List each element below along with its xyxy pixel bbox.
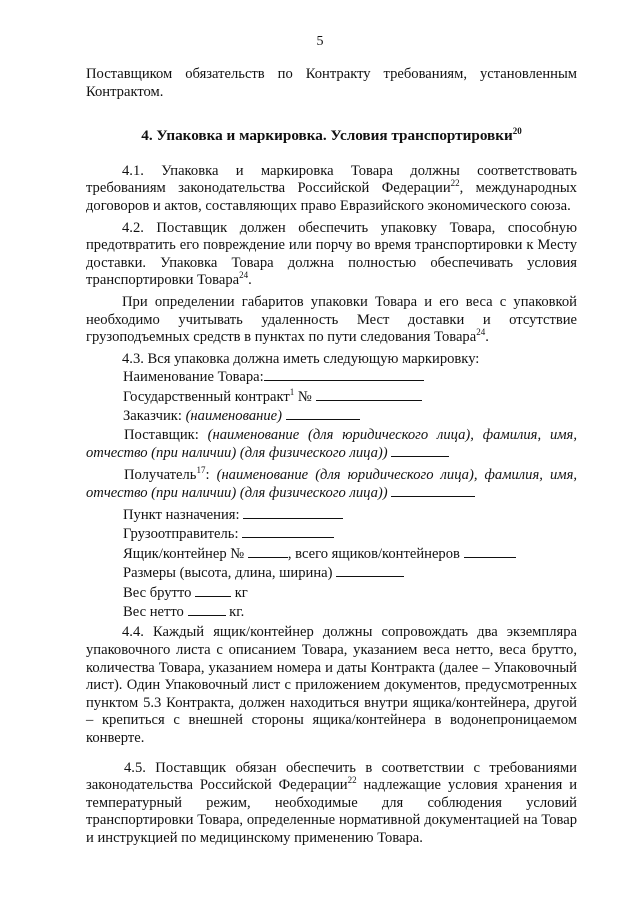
field-label: Вес брутто: [123, 584, 196, 601]
page-number: 5: [316, 34, 324, 49]
blank-line: [391, 484, 475, 497]
footnote-ref: 24: [239, 270, 249, 281]
field-contract: [123, 388, 577, 407]
field-hint: (наименование (для юридического лица), фамилия, имя, отчество (при наличии) (для физического лица)): [86, 426, 577, 462]
field-destination: [123, 506, 577, 525]
blank-line: [243, 506, 343, 519]
section-heading: [86, 127, 577, 145]
blank-line: [316, 388, 422, 401]
field-product-name: [123, 368, 577, 387]
blank-line: [464, 545, 516, 558]
field-hint: (наименование (для юридического лица), фамилия, имя, отчество (при наличии) (для физического лица)): [86, 466, 577, 502]
paragraph-text-tail: .: [248, 272, 252, 289]
field-label: Государственный контракт: [123, 388, 290, 405]
field-label: Размеры (высота, длина, ширина): [123, 565, 337, 582]
field-shipper: [123, 525, 577, 544]
blank-line: [188, 603, 226, 616]
field-recipient: [86, 464, 577, 503]
paragraph-text: 4.1. Упаковка и маркировка Товара должны соответствовать требованиям законодательства Российской Федерации: [86, 162, 577, 197]
field-label: Получатель: [124, 466, 197, 483]
footnote-ref: 24: [476, 327, 486, 338]
field-customer: [123, 407, 577, 426]
blank-line: [195, 584, 231, 597]
field-label: , всего ящиков/контейнеров: [287, 545, 464, 562]
blank-line: [264, 368, 424, 381]
paragraph-text: 4.5. Поставщик обязан обеспечить в соответствии с требованиями законодательства Российской Федерации: [86, 759, 577, 794]
field-label: Поставщик:: [124, 426, 208, 443]
paragraph-4-5: [86, 760, 577, 848]
blank-line: [286, 407, 360, 420]
footnote-ref: 22: [347, 775, 357, 786]
field-label: Заказчик:: [123, 408, 186, 425]
paragraph-4-3: 4.3. Вся упаковка должна иметь следующую маркировку:: [122, 350, 480, 367]
footnote-ref: 17: [196, 464, 206, 475]
paragraph-text-tail: .: [485, 329, 489, 346]
paragraph-4-4: 4.4. Каждый ящик/контейнер должны сопровождать два экземпляра упаковочного листа с описанием Товара, указанием веса нетто, веса брутто, количества Товара, указанием номера и даты Контракта (далее – Упаковочный лист). Один Упаковочный лист с приложением документов, предусмотренных пунктом 5.3 Контракта, должен находиться внутри ящика/контейнера, другой – крепиться с внешней стороны ящика/контейнера в водонепроницаемом конверте.: [86, 624, 577, 746]
field-gross-weight: [123, 584, 577, 603]
field-label: Наименование Товара:: [123, 369, 264, 386]
field-supplier: [86, 427, 577, 463]
field-label-number: №: [294, 388, 312, 405]
field-label: Грузоотправитель:: [123, 526, 243, 543]
field-hint: (наименование): [185, 408, 282, 425]
paragraph-text-tail: надлежащие условия хранения и температурный режим, необходимые для соблюдения условий транспортировки Товара, определенные нормативной документацией на Товар и инструкцией по медицинскому применению Товара.: [86, 777, 578, 846]
section-heading-text: 4. Упаковка и маркировка. Условия транспортировки: [141, 127, 513, 145]
intro-paragraph: Поставщиком обязательств по Контракту требованиям, установленным Контрактом.: [86, 66, 577, 100]
field-unit: кг: [231, 584, 248, 601]
paragraph-4-1: [86, 163, 577, 216]
paragraph-text-tail: , международных договоров и актов, составляющих право Евразийского экономического союза.: [86, 180, 577, 214]
field-dimensions: [123, 564, 577, 583]
blank-line: [336, 564, 404, 577]
blank-line: [391, 444, 449, 457]
document-body: [86, 66, 577, 847]
field-label-colon: :: [205, 466, 217, 483]
paragraph-text: При определении габаритов упаковки Товара и его веса с упаковкой необходимо учитывать удаленность Мест доставки и отсутствие грузоподъемных средств в пунктах по пути следования Товара: [86, 293, 577, 346]
field-label: Вес нетто: [123, 603, 188, 620]
footnote-ref: 20: [512, 126, 522, 137]
field-label: Пункт назначения:: [123, 506, 244, 523]
field-unit: кг.: [225, 603, 245, 620]
paragraph-packaging-size: [86, 294, 577, 347]
paragraph-text: 4.2. Поставщик должен обеспечить упаковку Товара, способную предотвратить его повреждение или порчу во время транспортировки к Месту доставки. Упаковка Товара должна полностью обеспечивать условия транспортировки Товара: [86, 219, 577, 289]
field-label: Ящик/контейнер №: [123, 545, 248, 562]
footnote-ref: 22: [450, 178, 460, 189]
blank-line: [242, 525, 334, 538]
field-net-weight: [123, 603, 577, 622]
blank-line: [248, 545, 288, 558]
field-box-number: [123, 545, 577, 564]
footnote-ref: 1: [289, 386, 295, 397]
paragraph-4-2: [86, 220, 577, 290]
